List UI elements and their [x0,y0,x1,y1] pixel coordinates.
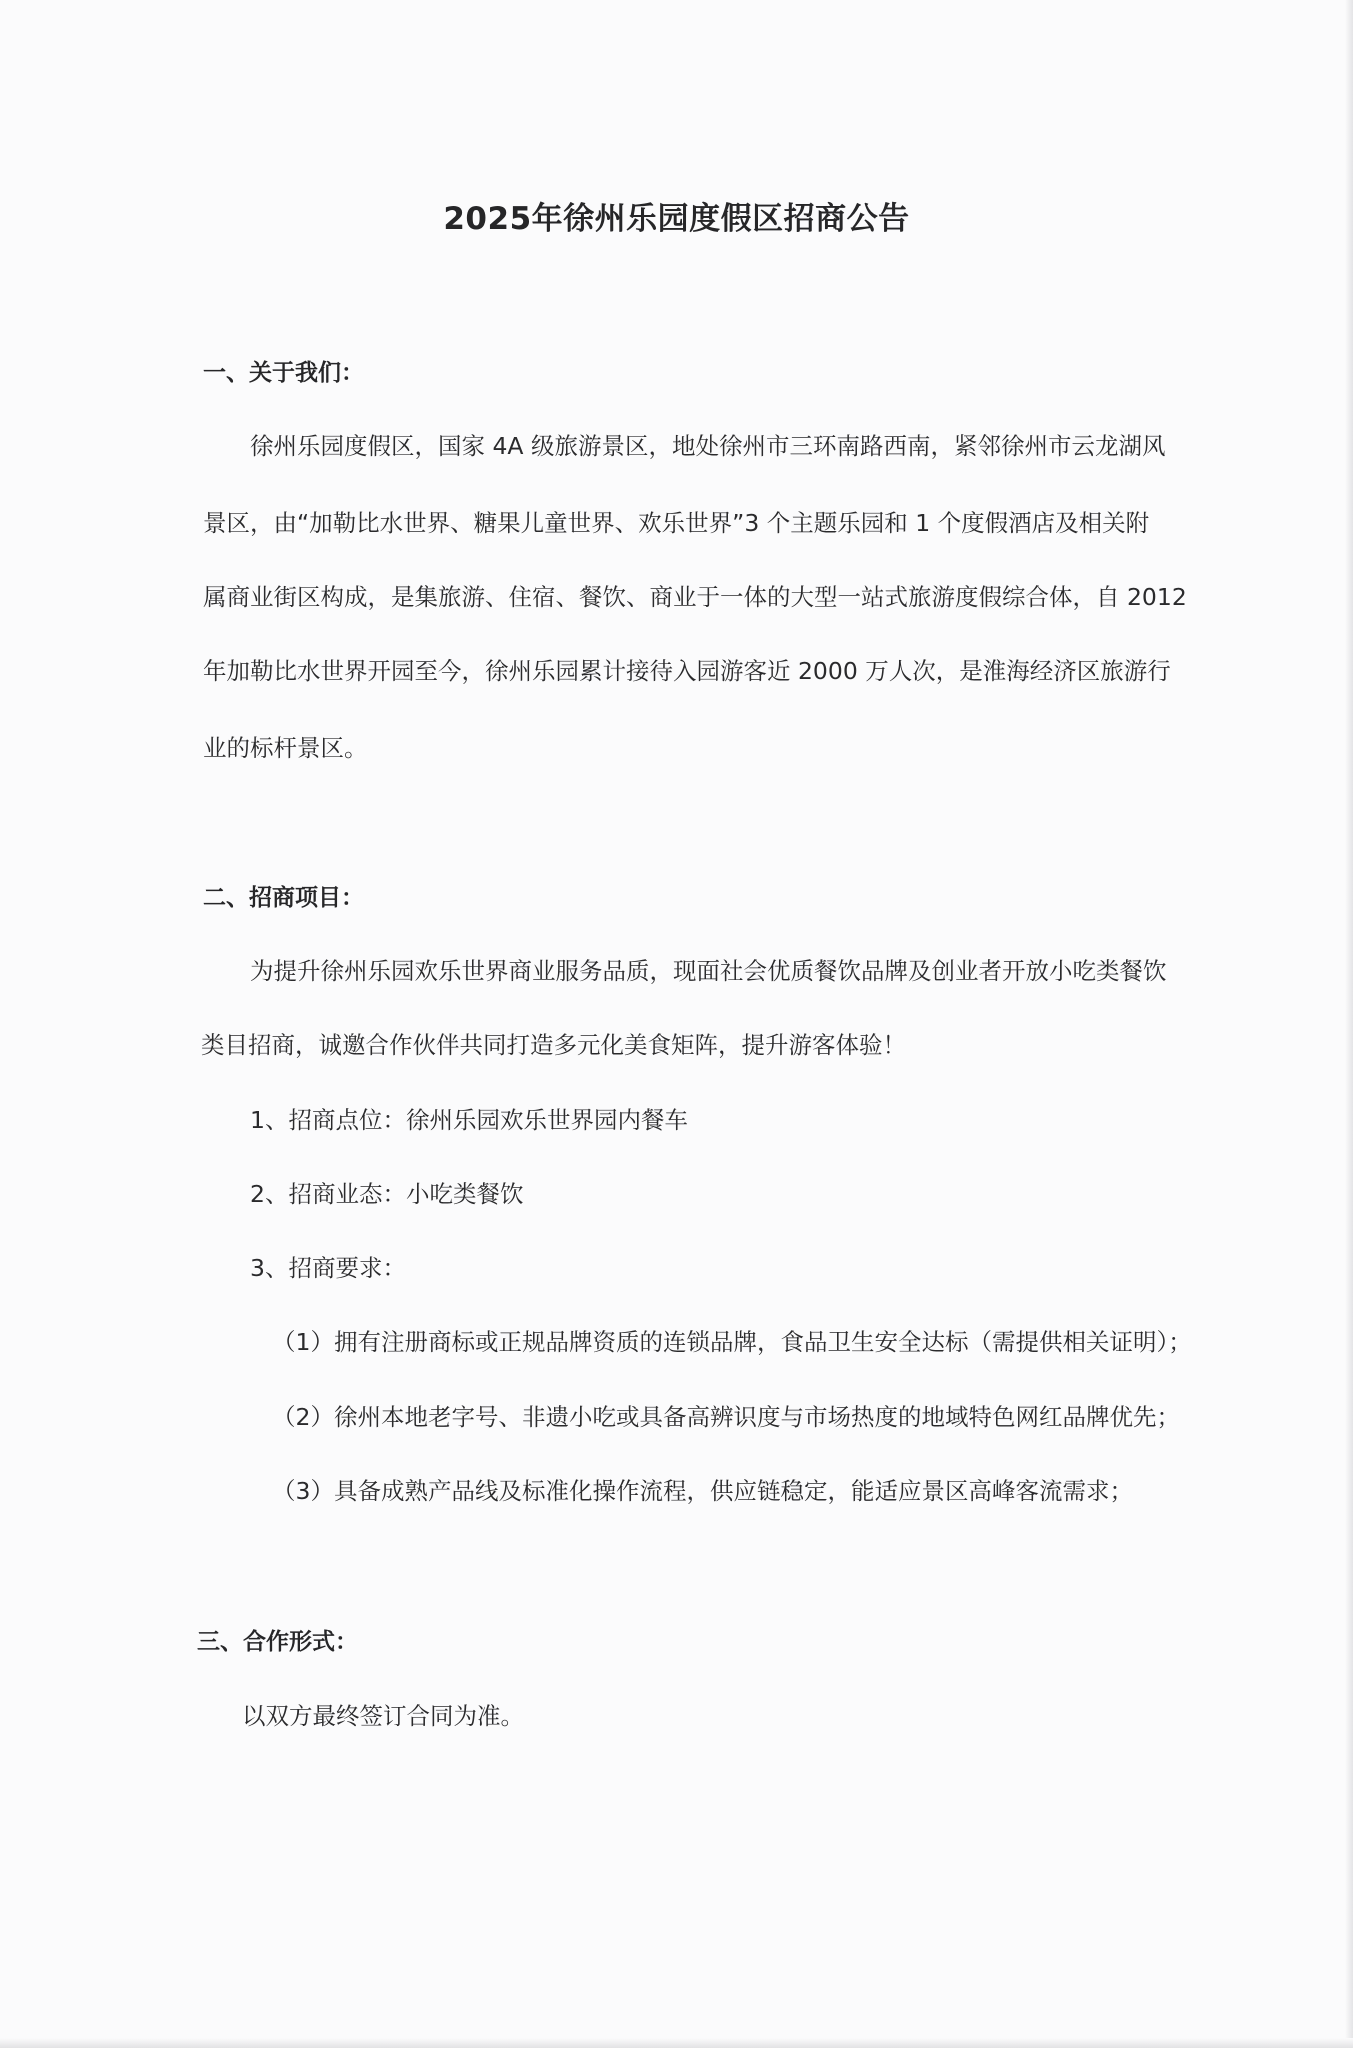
requirement-item: （2）徐州本地老字号、非遗小吃或具备高辨识度与市场热度的地域特色网红品牌优先； [272,1403,1180,1431]
document-title: 2025年徐州乐园度假区招商公告 [443,201,910,237]
page-edge-shadow [0,2038,1353,2048]
paragraph-line: 景区，由“加勒比水世界、糖果儿童世界、欢乐世界”3 个主题乐园和 1 个度假酒店及相关附 [203,509,1150,537]
requirement-item: （1）拥有注册商标或正规品牌资质的连锁品牌，食品卫生安全达标（需提供相关证明）； [272,1328,1192,1356]
paragraph-line: 年加勒比水世界开园至今，徐州乐园累计接待入园游客近 2000 万人次，是淮海经济区旅游行 [203,657,1171,685]
paragraph-line: 类目招商，诚邀合作伙伴共同打造多元化美食矩阵，提升游客体验！ [201,1031,906,1059]
section-heading-about: 一、关于我们： [203,360,364,386]
paragraph-line: 以双方最终签订合同为准。 [242,1702,524,1730]
section-heading-projects: 二、招商项目： [203,885,364,911]
requirement-item: （3）具备成熟产品线及标准化操作流程，供应链稳定，能适应景区高峰客流需求； [272,1477,1133,1505]
page-edge-shadow [1345,0,1353,2048]
list-item-format: 2、招商业态：小吃类餐饮 [250,1180,524,1208]
list-item-requirements: 3、招商要求： [250,1254,406,1282]
paragraph-line: 为提升徐州乐园欢乐世界商业服务品质，现面社会优质餐饮品牌及创业者开放小吃类餐饮 [250,957,1167,985]
paragraph-line: 属商业街区构成，是集旅游、住宿、餐饮、商业于一体的大型一站式旅游度假综合体，自 2012 [203,583,1187,611]
paragraph-line: 业的标杆景区。 [203,734,368,762]
paragraph-line: 徐州乐园度假区，国家 4A 级旅游景区，地处徐州市三环南路西南，紧邻徐州市云龙湖风 [250,432,1166,460]
section-heading-cooperation: 三、合作形式： [197,1629,358,1655]
list-item-location: 1、招商点位：徐州乐园欢乐世界园内餐车 [250,1106,688,1134]
